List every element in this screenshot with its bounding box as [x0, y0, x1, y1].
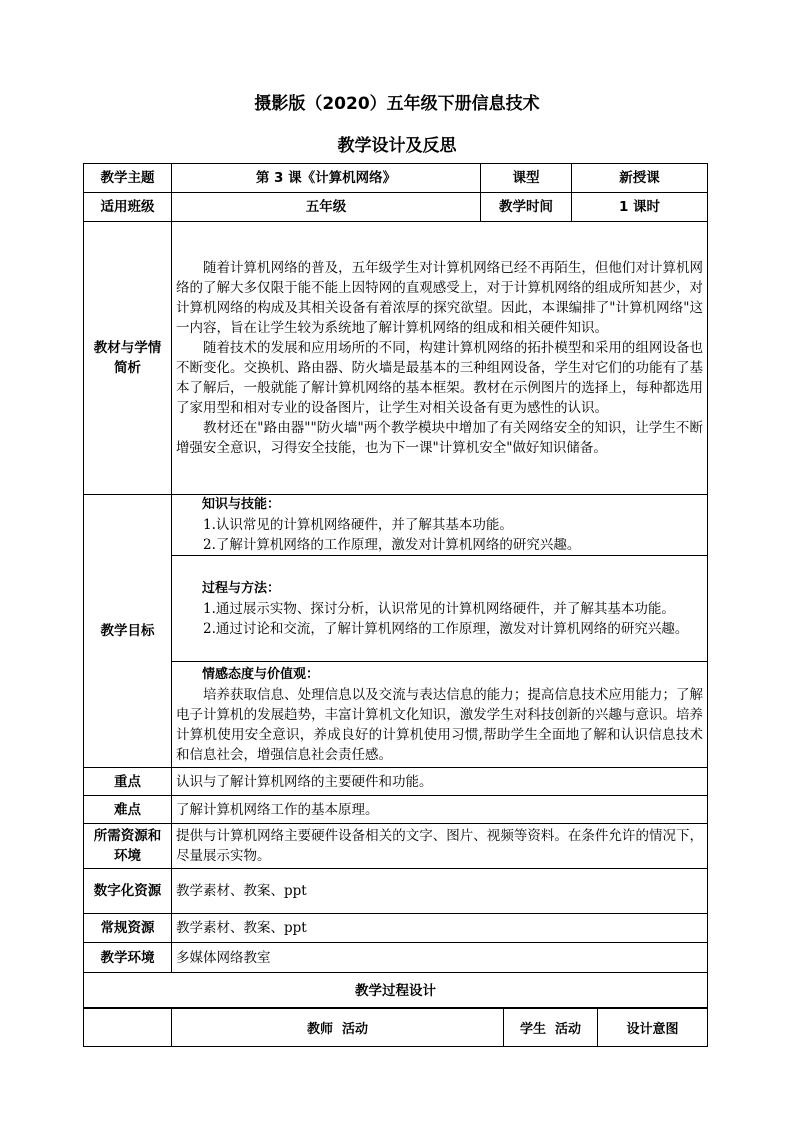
teacher-activity-header: 教师 活动: [172, 1008, 504, 1047]
table-row-topic: [84, 164, 708, 193]
goals-label: 教学目标: [84, 495, 172, 768]
table-row-process-title: [84, 973, 708, 1009]
lesson-plan-table: [83, 163, 708, 1009]
environment-label: 教学环境: [84, 943, 172, 973]
design-intent-header: 设计意图: [598, 1008, 708, 1047]
table-row-environment: [84, 943, 708, 973]
digital-resources-label: 数字化资源: [84, 869, 172, 914]
goals-knowledge: [172, 495, 708, 556]
lesson-type-label: 课型: [481, 164, 572, 193]
knowledge-item-1: 1.认识常见的计算机网络硬件，并了解其基本功能。: [203, 517, 513, 533]
table-row-grade: [84, 193, 708, 222]
table-row-analysis: [84, 222, 708, 495]
process-item-2: 2.通过讨论和交流，了解计算机网络的工作原理，激发对计算机网络的研究兴趣。: [203, 620, 689, 637]
difficulty-value: 了解计算机网络工作的基本原理。: [172, 796, 708, 824]
table-row-regular-resources: [84, 914, 708, 943]
table-row-goals-emotion: [84, 662, 708, 768]
process-header-row: [84, 1008, 708, 1047]
analysis-paragraph-3: 教材还在"路由器""防火墙"两个教学模块中增加了有关网络安全的知识，让学生不断增强安全意识，习得安全技能，也为下一课"计算机安全"做好知识储备。: [176, 420, 703, 456]
table-row-difficulty: [84, 796, 708, 824]
student-activity-header: 学生 活动: [504, 1008, 598, 1047]
teaching-time-label: 教学时间: [481, 193, 572, 222]
table-row-digital-resources: [84, 869, 708, 914]
goals-emotion: [172, 662, 708, 768]
teaching-time-value: 1 课时: [572, 193, 708, 222]
regular-resources-value: 教学素材、教案、ppt: [172, 914, 708, 943]
difficulty-label: 难点: [84, 796, 172, 824]
regular-resources-label: 常规资源: [84, 914, 172, 943]
analysis-paragraph-1: 随着计算机网络的普及，五年级学生对计算机网络已经不再陌生，但他们对计算机网络的了解大多仅限于能不能上因特网的直观感受上，对于计算机网络的组成所知甚少，对计算机网络的构成及其相关设备有着浓厚的探究欲望。因此，本课编排了"计算机网络"这一内容，旨在让学生较为系统地了解计算机网络的组成和相关硬件知识。: [176, 260, 703, 336]
process-item-1: 1.通过展示实物、探讨分析，认识常见的计算机网络硬件，并了解其基本功能。: [203, 600, 675, 617]
key-point-label: 重点: [84, 768, 172, 796]
grade-value: 五年级: [172, 193, 481, 222]
table-row-goals-process: [84, 556, 708, 662]
goals-process: [172, 556, 708, 662]
process-empty-cell: [84, 1008, 172, 1047]
process-design-table: [83, 1007, 708, 1047]
document-subtitle: 教学设计及反思: [337, 136, 457, 156]
knowledge-heading: 知识与技能：: [202, 497, 281, 512]
knowledge-item-2: 2.了解计算机网络的工作原理，激发对计算机网络的研究兴趣。: [203, 537, 581, 553]
environment-value: 多媒体网络教室: [172, 943, 708, 973]
emotion-text: 培养获取信息、处理信息以及交流与表达信息的能力；提高信息技术应用能力；了解电子计算机的发展趋势，丰富计算机文化知识，激发学生对科技创新的兴趣与意识。培养计算机使用安全意识，养成良好的计算机使用习惯,帮助学生全面地了解和认识信息技术和信息社会，增强信息社会责任感。: [176, 686, 703, 763]
key-point-value: 认识与了解计算机网络的主要硬件和功能。: [172, 768, 708, 796]
table-row-resources: [84, 824, 708, 869]
document-title: 摄影版（2020）五年级下册信息技术: [254, 94, 540, 114]
process-heading: 过程与方法：: [202, 580, 281, 596]
analysis-paragraph-2: 随着技术的发展和应用场所的不同，构建计算机网络的拓扑模型和采用的组网设备也不断变化。交换机、路由器、防火墙是最基本的三种组网设备，学生对它们的功能有了基本了解后，一般就能了解计算机网络的基本框架。教材在示例图片的选择上，每种都选用了家用型和相对专业的设备图片，让学生对相关设备有更为感性的认识。: [176, 340, 703, 416]
emotion-heading: 情感态度与价值观：: [202, 666, 320, 682]
table-row-key-point: [84, 768, 708, 796]
topic-value: 第 3 课《计算机网络》: [172, 164, 481, 193]
topic-label: 教学主题: [84, 164, 172, 193]
process-design-title: 教学过程设计: [84, 973, 708, 1009]
analysis-content: [172, 222, 708, 495]
digital-resources-value: 教学素材、教案、ppt: [172, 869, 708, 914]
table-row-goals-knowledge: [84, 495, 708, 556]
grade-label: 适用班级: [84, 193, 172, 222]
resources-label: 所需资源和环境: [84, 824, 172, 869]
lesson-type-value: 新授课: [572, 164, 708, 193]
analysis-label: 教材与学情简析: [84, 222, 172, 495]
resources-value: 提供与计算机网络主要硬件设备相关的文字、图片、视频等资料。在条件允许的情况下，尽量展示实物。: [172, 824, 708, 869]
